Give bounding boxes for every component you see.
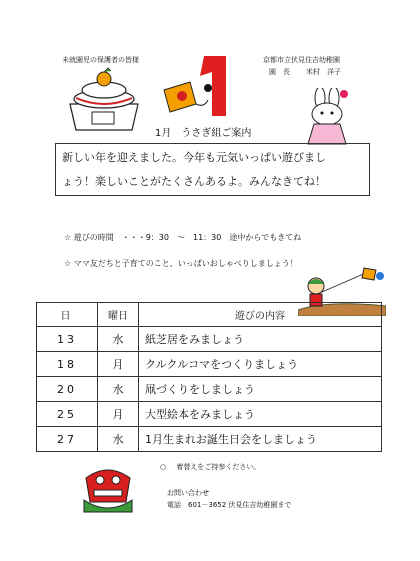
play-time-text: 遊びの時間 ・・・9：30 ～ 11：30 途中からでもきてね — [73, 233, 302, 242]
row-activity: 大型絵本をみましょう — [139, 402, 382, 427]
row-date: 25 — [37, 402, 98, 427]
row-activity: 紙芝居をみましょう — [139, 327, 382, 352]
note-1 — [64, 232, 301, 243]
row-date: 27 — [37, 427, 98, 452]
row-date: 20 — [37, 377, 98, 402]
bunny-illustration — [300, 88, 358, 146]
note-2 — [64, 258, 298, 269]
recipient-text: 未就園児の保護者の皆様 — [62, 56, 139, 64]
contact-label: お問い合わせ — [167, 489, 209, 497]
row-activity: 凧づくりをしましょう — [139, 377, 382, 402]
row-weekday: 水 — [98, 377, 139, 402]
row-weekday: 月 — [98, 352, 139, 377]
table-row — [37, 427, 382, 452]
star-icon: ☆ — [64, 259, 72, 268]
kite-illustration — [156, 78, 214, 120]
table-row — [37, 352, 382, 377]
row-date: 18 — [37, 352, 98, 377]
row-activity: クルクルコマをつくりましょう — [139, 352, 382, 377]
greeting-line-2: ょう！楽しいことがたくさんあるよ。みんなきてね！ — [62, 175, 326, 188]
table-header-row — [37, 303, 382, 327]
school-name: 京都市立伏見住吉幼稚園 — [263, 56, 340, 64]
table-row — [37, 377, 382, 402]
page-subtitle: 1月 うさぎ組ご案内 — [155, 128, 252, 139]
change-note-text: 着替えをご持参ください。 — [176, 463, 261, 471]
table-row — [37, 402, 382, 427]
schedule-table — [36, 302, 382, 452]
row-weekday: 月 — [98, 402, 139, 427]
kagami-mochi-illustration — [62, 66, 146, 132]
row-weekday: 水 — [98, 427, 139, 452]
principal-name: 米村 洋子 — [306, 68, 341, 76]
header-weekday: 曜日 — [98, 303, 139, 327]
header-activity: 遊びの内容 — [139, 303, 382, 327]
contact-phone: 電話 601－3652 伏見住吉幼稚園まで — [167, 501, 292, 509]
table-row — [37, 327, 382, 352]
header-date: 日 — [37, 303, 98, 327]
row-date: 13 — [37, 327, 98, 352]
lion-dance-illustration — [80, 462, 136, 514]
row-weekday: 水 — [98, 327, 139, 352]
greeting-line-1: 新しい年を迎えました。今年も元気いっぱい遊びまし — [62, 151, 326, 164]
row-activity: 1月生まれお誕生日会をしましょう — [139, 427, 382, 452]
star-icon: ☆ — [64, 233, 72, 242]
principal-title: 園 長 — [269, 68, 290, 76]
greeting-message-box — [55, 143, 370, 196]
change-note — [160, 462, 260, 472]
chat-invite-text: ママ友だちと子育てのこと、いっぱいおしゃべりしましょう！ — [73, 259, 298, 268]
circle-bullet-icon: ○ — [160, 463, 167, 471]
